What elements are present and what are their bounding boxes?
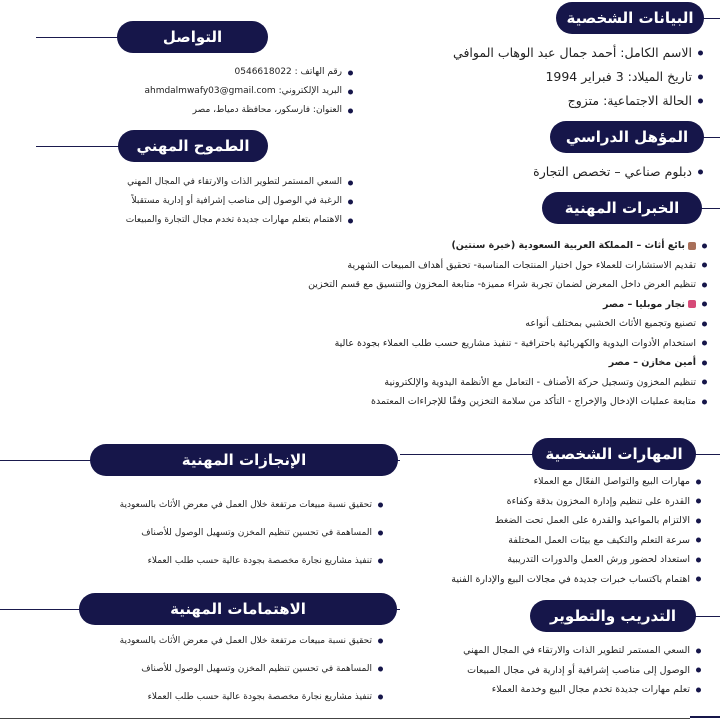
job-duty: تنظيم العرض داخل المعرض لضمان تجربة شراء مميزة- متابعة المخزون والتنسيق مع قسم التخزين xyxy=(308,275,696,295)
list-item: الحالة الاجتماعية: متزوج xyxy=(453,89,692,113)
interests-list xyxy=(120,627,372,711)
list-item: الالتزام بالمواعيد والقدرة على العمل تحت الضغط xyxy=(451,511,690,531)
job-title: بائع أثاث – المملكة العربية السعودية (خبرة سنتين) xyxy=(308,236,696,256)
education-list xyxy=(533,160,692,184)
list-item: السعي المستمر لتطوير الذات والارتقاء في المجال المهني xyxy=(126,173,342,192)
achievements-list xyxy=(120,491,372,575)
toolbox-icon xyxy=(688,300,696,308)
list-item: تنفيذ مشاريع نجارة مخصصة بجودة عالية حسب طلب العملاء xyxy=(120,547,372,575)
list-item: الرغبة في الوصول إلى مناصب إشرافية أو إدارية مستقبلاً xyxy=(126,192,342,211)
list-item: الاهتمام بتعلم مهارات جديدة تخدم مجال التجارة والمبيعات xyxy=(126,211,342,230)
interests-heading: الاهتمامات المهنية xyxy=(79,593,397,625)
chair-icon xyxy=(688,242,696,250)
job-duty: استخدام الأدوات اليدوية والكهربائية باحترافية - تنفيذ مشاريع حسب طلب العملاء بجودة عالية xyxy=(308,334,696,354)
footer-line-accent xyxy=(690,716,720,718)
experience-heading: الخبرات المهنية xyxy=(542,192,702,224)
job-title: أمين مخازن – مصر xyxy=(308,353,696,373)
job-duty: تصنيع وتجميع الأثاث الخشبي بمختلف أنواعه xyxy=(308,314,696,334)
list-item: المساهمة في تحسين تنظيم المخزن وتسهيل الوصول للأصناف xyxy=(120,655,372,683)
personal-list xyxy=(453,41,692,113)
skills-list xyxy=(451,472,690,589)
list-item: الاسم الكامل: أحمد جمال عبد الوهاب الموافي xyxy=(453,41,692,65)
training-list xyxy=(463,641,690,700)
footer-line xyxy=(0,718,690,719)
list-item: تنفيذ مشاريع نجارة مخصصة بجودة عالية حسب طلب العملاء xyxy=(120,683,372,711)
list-item: تحقيق نسبة مبيعات مرتفعة خلال العمل في معرض الأثاث بالسعودية xyxy=(120,627,372,655)
list-item: مهارات البيع والتواصل الفعّال مع العملاء xyxy=(451,472,690,492)
list-item: استعداد لحضور ورش العمل والدورات التدريبية xyxy=(451,550,690,570)
list-item: تاريخ الميلاد: 3 فبراير 1994 xyxy=(453,65,692,89)
list-item: تحقيق نسبة مبيعات مرتفعة خلال العمل في معرض الأثاث بالسعودية xyxy=(120,491,372,519)
list-item: الوصول إلى مناصب إشرافية أو إدارية في مجال المبيعات xyxy=(463,661,690,681)
ambition-list xyxy=(126,173,342,230)
job-duty: تقديم الاستشارات للعملاء حول اختيار المنتجات المناسبة- تحقيق أهداف المبيعات الشهرية xyxy=(308,256,696,276)
personal-heading: البيانات الشخصية xyxy=(556,2,704,34)
experience-list xyxy=(308,236,696,412)
contact-list xyxy=(144,63,342,120)
ambition-heading: الطموح المهني xyxy=(118,130,268,162)
list-item: دبلوم صناعي – تخصص التجارة xyxy=(533,160,692,184)
list-item: السعي المستمر لتطوير الذات والارتقاء في المجال المهني xyxy=(463,641,690,661)
job-duty: متابعة عمليات الإدخال والإخراج - التأكد من سلامة التخزين وفقًا للإجراءات المعتمدة xyxy=(308,392,696,412)
contact-heading: التواصل xyxy=(117,21,268,53)
achievements-heading: الإنجازات المهنية xyxy=(90,444,398,476)
list-item: القدرة على تنظيم وإدارة المخزون بدقة وكفاءة xyxy=(451,492,690,512)
training-heading: التدريب والتطوير xyxy=(530,600,696,632)
job-duty: تنظيم المخزون وتسجيل حركة الأصناف - التعامل مع الأنظمة اليدوية والإلكترونية xyxy=(308,373,696,393)
list-item: العنوان: فارسكور، محافظة دمياط، مصر xyxy=(144,101,342,120)
list-item: البريد الإلكتروني: ahmdalmwafy03@gmail.com xyxy=(144,82,342,101)
list-item: اهتمام باكتساب خبرات جديدة في مجالات البيع والإدارة الفنية xyxy=(451,570,690,590)
list-item: المساهمة في تحسين تنظيم المخزن وتسهيل الوصول للأصناف xyxy=(120,519,372,547)
list-item: سرعة التعلم والتكيف مع بيئات العمل المختلفة xyxy=(451,531,690,551)
education-heading: المؤهل الدراسي xyxy=(550,121,704,153)
job-title: نجار موبليا – مصر xyxy=(308,295,696,315)
list-item: تعلم مهارات جديدة تخدم مجال البيع وخدمة العملاء xyxy=(463,680,690,700)
list-item: رقم الهاتف : 0546618022 xyxy=(144,63,342,82)
skills-heading: المهارات الشخصية xyxy=(532,438,696,470)
